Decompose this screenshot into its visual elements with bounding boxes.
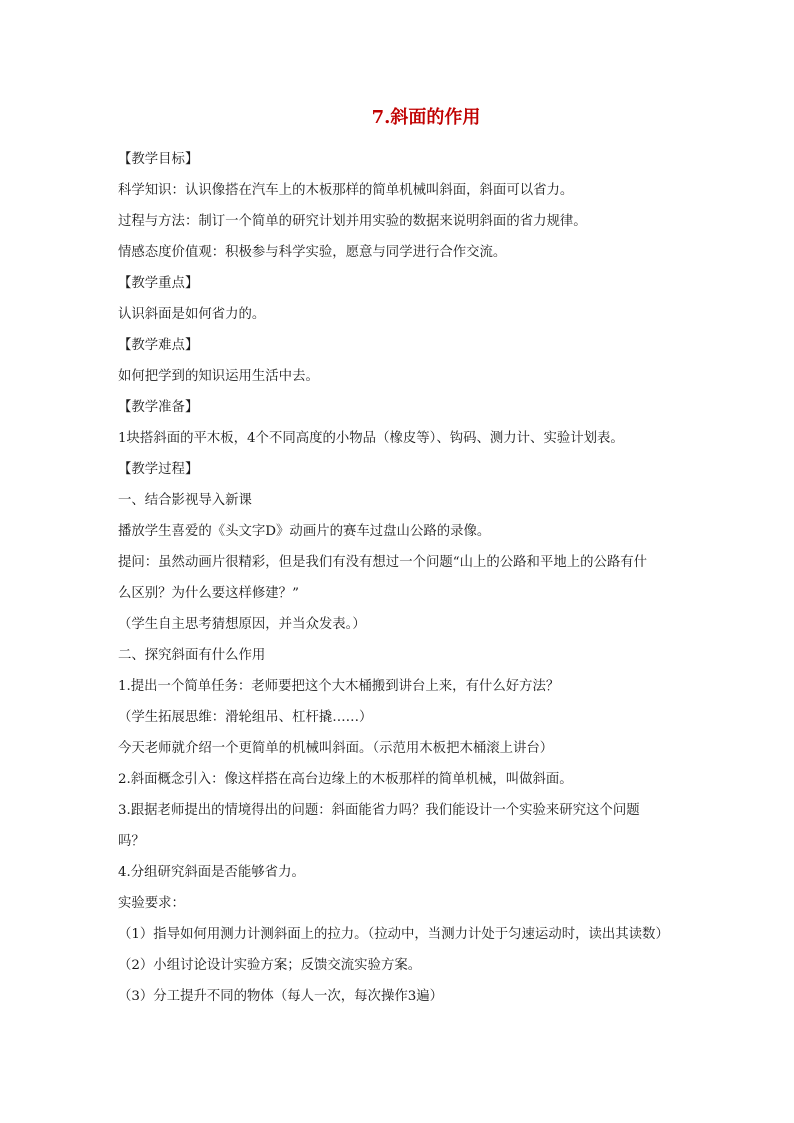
paragraph: 科学知识：认识像搭在汽车上的木板那样的简单机械叫斜面，斜面可以省力。 — [118, 183, 574, 198]
paragraph: （2）小组讨论设计实验方案；反馈交流实验方案。 — [118, 958, 422, 973]
paragraph: 3.跟据老师提出的情境得出的问题：斜面能省力吗？我们能设计一个实验来研究这个问题 — [118, 803, 640, 818]
paragraph: 1块搭斜面的平木板，4个不同高度的小物品（橡皮等）、钩码、测力计、实验计划表。 — [118, 431, 624, 446]
paragraph: 提问：虽然动画片很精彩，但是我们有没有想过一个问题“山上的公路和平地上的公路有什 — [118, 555, 648, 570]
paragraph: 情感态度价值观：积极参与科学实验，愿意与同学进行合作交流。 — [118, 245, 507, 260]
paragraph: 如何把学到的知识运用生活中去。 — [118, 369, 319, 384]
section-heading-difficulties: 【教学难点】 — [118, 338, 199, 353]
section-heading-process: 【教学过程】 — [118, 462, 199, 477]
section-heading-objectives: 【教学目标】 — [118, 152, 199, 167]
section-heading-key-points: 【教学重点】 — [118, 276, 199, 291]
paragraph: 播放学生喜爱的《头文字D》动画片的赛车过盘山公路的录像。 — [118, 524, 491, 539]
paragraph: 2.斜面概念引入：像这样搭在高台边缘上的木板那样的简单机械，叫做斜面。 — [118, 772, 573, 787]
paragraph: 一、结合影视导入新课 — [118, 493, 252, 508]
document-body — [118, 144, 694, 1012]
paragraph: 1.提出一个简单任务：老师要把这个大木桶搬到讲台上来，有什么好方法？ — [118, 679, 560, 694]
paragraph: 吗？ — [118, 834, 145, 849]
paragraph: 实验要求： — [118, 896, 185, 911]
paragraph: （1）指导如何用测力计测斜面上的拉力。（拉动中，当测力计处于匀速运动时，读出其读数） — [118, 927, 669, 942]
document-title: 7.斜面的作用 — [371, 107, 481, 128]
paragraph: 么区别？为什么要这样修建？” — [118, 586, 299, 601]
paragraph: 过程与方法：制订一个简单的研究计划并用实验的数据来说明斜面的省力规律。 — [118, 214, 587, 229]
paragraph: 二、探究斜面有什么作用 — [118, 648, 266, 663]
paragraph: 今天老师就介绍一个更简单的机械叫斜面。（示范用木板把木桶滚上讲台） — [118, 741, 554, 756]
paragraph: （学生拓展思维：滑轮组吊、杠杆撬……） — [118, 710, 373, 725]
paragraph: （学生自主思考猜想原因，并当众发表。） — [118, 617, 366, 632]
paragraph: 4.分组研究斜面是否能够省力。 — [118, 865, 305, 880]
paragraph: 认识斜面是如何省力的。 — [118, 307, 266, 322]
section-heading-preparation: 【教学准备】 — [118, 400, 199, 415]
paragraph: （3）分工提升不同的物体（每人一次，每次操作3遍） — [118, 989, 444, 1004]
